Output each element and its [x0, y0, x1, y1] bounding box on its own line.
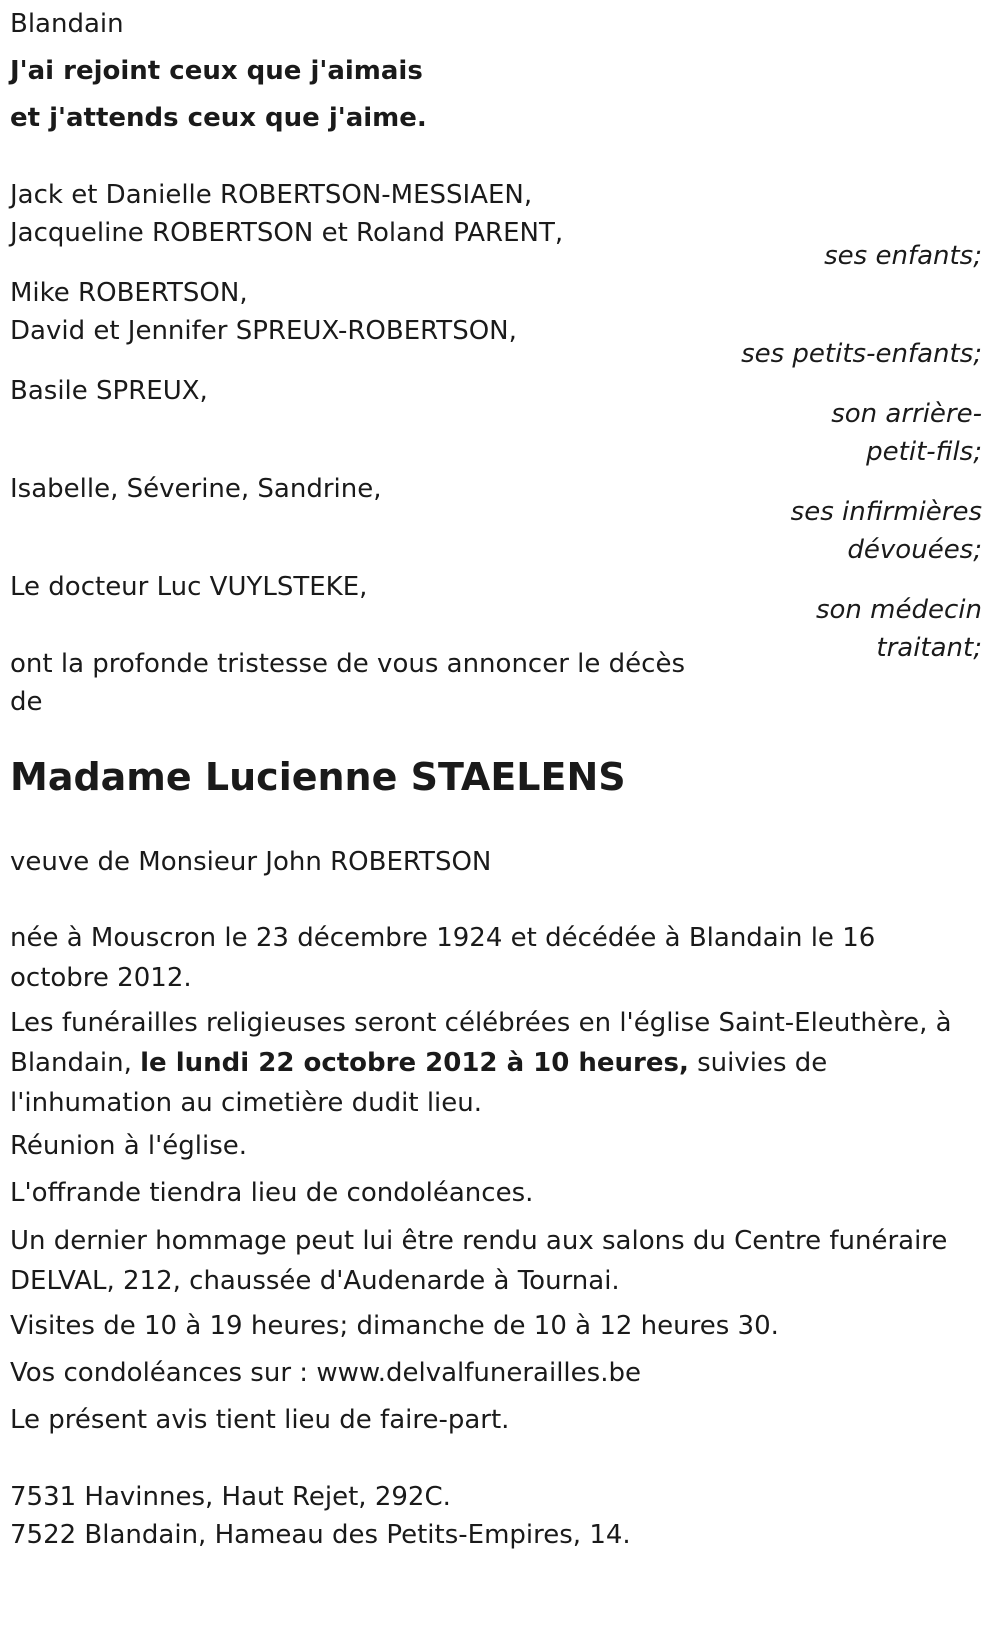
funeral-text-burial: suivies de l'inhumation au cimetière dudit lieu.	[10, 1048, 828, 1118]
grandchildren-line-1: Mike ROBERTSON,	[10, 278, 248, 308]
deceased-name: Madame Lucienne STAELENS	[10, 755, 626, 799]
condolences-note: Vos condoléances sur : www.delvalfunerailles.be	[10, 1358, 641, 1388]
offering-note: L'offrande tiendra lieu de condoléances.	[10, 1178, 534, 1208]
children-role: ses enfants;	[824, 241, 982, 271]
funeral-details	[10, 1003, 970, 1123]
funeral-text-intro: Les funérailles religieuses seront célébrées en l'église Saint-Eleuthère, à Blandain,	[10, 1008, 952, 1078]
doctor-role-line-2: traitant;	[876, 633, 982, 663]
widow-of: veuve de Monsieur John ROBERTSON	[10, 847, 492, 877]
visits-note: Visites de 10 à 19 heures; dimanche de 10 à 12 heures 30.	[10, 1311, 779, 1341]
doctor: Le docteur Luc VUYLSTEKE,	[10, 572, 368, 602]
great-grandson-role-line-1: son arrière-	[831, 399, 982, 429]
grandchildren-role: ses petits-enfants;	[741, 339, 982, 369]
nurses: Isabelle, Séverine, Sandrine,	[10, 474, 382, 504]
great-grandson: Basile SPREUX,	[10, 376, 208, 406]
tribute-note: Un dernier hommage peut lui être rendu aux salons du Centre funéraire DELVAL, 212, chaussée d'Audenarde à Tournai.	[10, 1226, 948, 1296]
children-line-1: Jack et Danielle ROBERTSON-MESSIAEN,	[10, 180, 533, 210]
announcement-line-2: de	[10, 687, 43, 717]
quote-line-1: J'ai rejoint ceux que j'aimais	[10, 56, 423, 86]
quote-line-2: et j'attends ceux que j'aime.	[10, 103, 427, 133]
nurses-role-line-1: ses infirmières	[790, 497, 982, 527]
great-grandson-role-line-2: petit-fils;	[866, 437, 982, 467]
children-line-2: Jacqueline ROBERTSON et Roland PARENT,	[10, 218, 564, 248]
grandchildren-line-2: David et Jennifer SPREUX-ROBERTSON,	[10, 316, 517, 346]
place-heading: Blandain	[10, 9, 124, 39]
notice-note: Le présent avis tient lieu de faire-part.	[10, 1405, 510, 1435]
meeting-note: Réunion à l'église.	[10, 1131, 248, 1161]
nurses-role-line-2: dévouées;	[847, 535, 982, 565]
address-line-2: 7522 Blandain, Hameau des Petits-Empires, 14.	[10, 1520, 631, 1550]
funeral-date-time: le lundi 22 octobre 2012 à 10 heures,	[140, 1048, 689, 1078]
announcement-line-1: ont la profonde tristesse de vous annoncer le décès	[10, 649, 685, 679]
address-line-1: 7531 Havinnes, Haut Rejet, 292C.	[10, 1482, 451, 1512]
doctor-role-line-1: son médecin	[815, 595, 982, 625]
birth-death-dates: née à Mouscron le 23 décembre 1924 et décédée à Blandain le 16 octobre 2012.	[10, 923, 876, 993]
